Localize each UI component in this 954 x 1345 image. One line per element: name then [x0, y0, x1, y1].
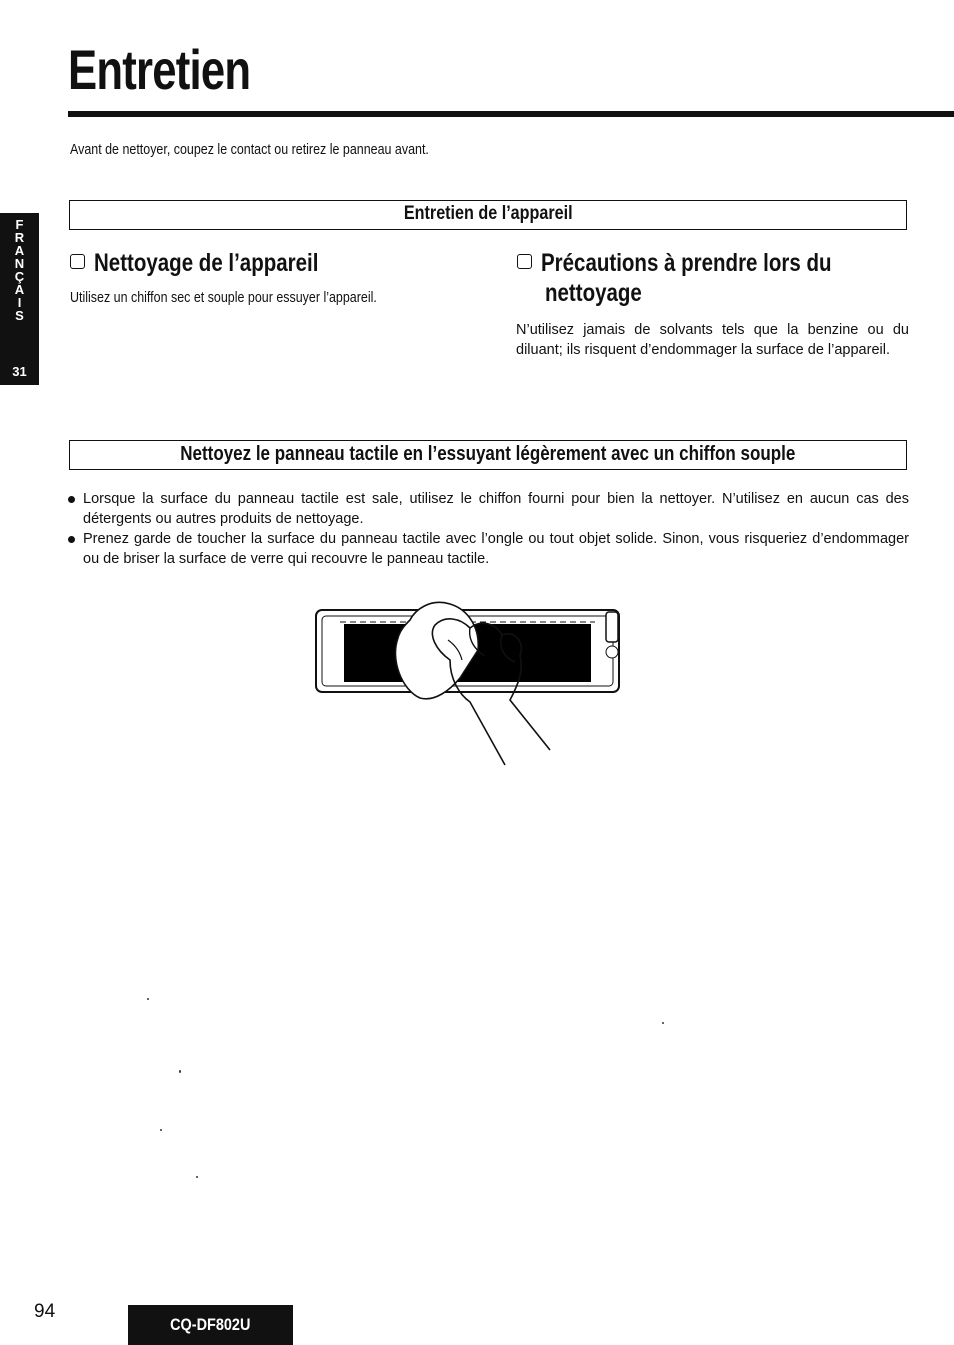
side-tab-letter: R — [14, 230, 25, 245]
section-title: Entretien de l’appareil — [403, 203, 573, 224]
side-tab-letters — [0, 218, 39, 322]
scan-speck — [147, 998, 149, 1000]
side-tab-letter: N — [14, 256, 25, 271]
side-tab-number: 31 — [12, 364, 27, 379]
cleaning-text: Utilisez un chiffon sec et souple pour essuyer l’appareil. — [70, 290, 377, 306]
model-badge — [128, 1305, 293, 1345]
bullet-text: Prenez garde de toucher la surface du panneau tactile avec l’ongle ou tout objet solide. Sinon, vous risqueriez d’endommager ou de briser la surface de verre qui recouvre le panneau tactile. — [83, 531, 909, 567]
language-side-tab — [0, 213, 39, 385]
scan-speck — [662, 1022, 664, 1024]
precautions-text: N’utilisez jamais de solvants tels que la benzine ou du diluant; ils risquent d’endommager la surface de l’appareil. — [516, 322, 909, 358]
notice-title-box — [69, 440, 907, 470]
bullet-text: Lorsque la surface du panneau tactile est sale, utilisez le chiffon fourni pour bien la nettoyer. N’utilisez en aucun cas des détergents ou autres produits de nettoyage. — [83, 491, 909, 527]
bullet-icon — [68, 496, 75, 503]
notice-bullets — [68, 489, 909, 569]
model-label: CQ-DF802U — [170, 1315, 251, 1334]
title-rule — [68, 111, 954, 117]
side-tab-letter: A — [14, 243, 25, 258]
side-tab-letter: A — [14, 282, 25, 297]
intro-text: Avant de nettoyer, coupez le contact ou retirez le panneau avant. — [70, 142, 429, 158]
scan-speck — [179, 1070, 181, 1073]
side-tab-letter: Ç — [14, 269, 25, 284]
bullet-icon — [68, 536, 75, 543]
scan-speck — [196, 1176, 198, 1178]
cleaning-heading: Nettoyage de l’appareil — [70, 248, 368, 278]
checkbox-square-icon — [517, 254, 532, 269]
side-tab-letter: S — [15, 308, 24, 323]
page-number: 94 — [34, 1301, 56, 1322]
side-tab-letter: I — [17, 295, 22, 310]
hand-wiping-panel-icon — [310, 590, 630, 770]
cleaning-text-block — [70, 288, 427, 308]
precautions-heading-line2: nettoyage — [545, 279, 642, 307]
list-item — [68, 489, 909, 529]
side-tab-letter: F — [15, 217, 24, 232]
section-title-box — [69, 200, 907, 230]
notice-title: Nettoyez le panneau tactile en l’essuyant légèrement avec un chiffon souple — [180, 443, 796, 465]
cleaning-illustration — [310, 590, 630, 775]
checkbox-square-icon — [70, 254, 85, 269]
list-item — [68, 529, 909, 569]
precautions-heading: Précautions à prendre lors du — [517, 248, 895, 278]
page-title: Entretien — [68, 38, 251, 101]
scan-speck — [160, 1129, 162, 1131]
